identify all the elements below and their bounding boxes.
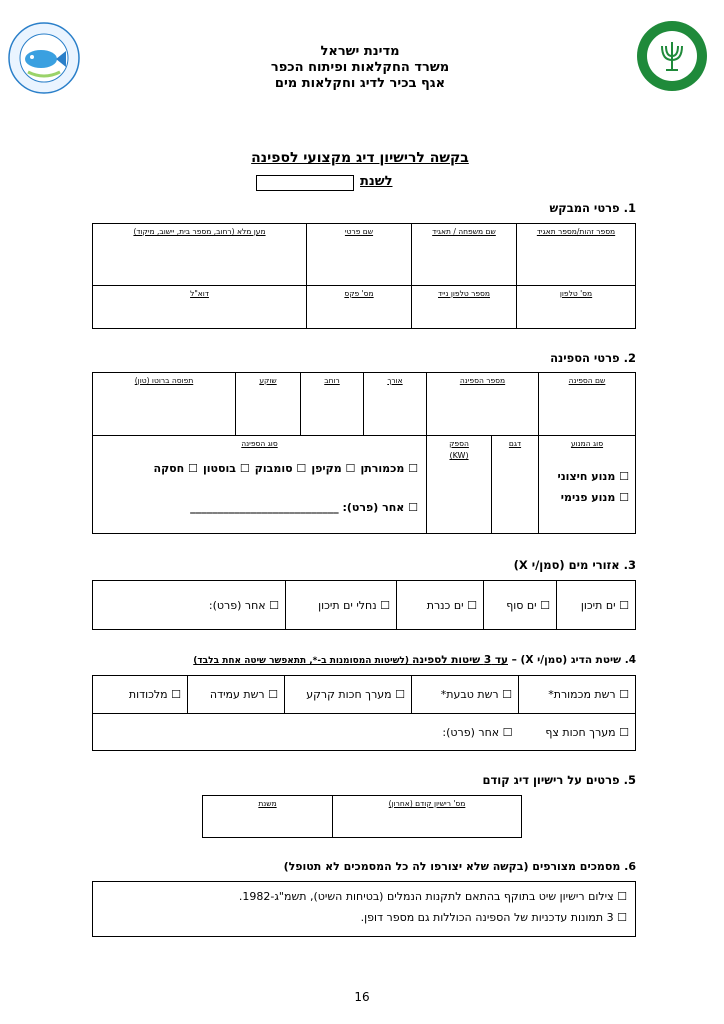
vessel-type-trawler[interactable]: ☐ מכמורתן — [360, 462, 418, 475]
length-cell[interactable]: אורך — [364, 373, 427, 436]
address-cell[interactable]: מען מלא (רחוב, מספר בית, יישוב, מיקוד) — [93, 224, 307, 286]
section4-heading-prefix: 4. שיטת הדיג (סמן/י X) – — [508, 654, 636, 666]
email-cell[interactable]: דוא"ל — [93, 286, 307, 329]
vessel-type-purse-seiner[interactable]: ☐ מקיפן — [311, 462, 356, 475]
doc-sailing-license[interactable]: ☐ צילום רישיון שיט בתוקף בהתאם לתקנות הנמלים (בטיחות השיט), תשמ"ג-1982. — [238, 890, 627, 903]
method-gillnet[interactable]: ☐ רשת עמידה — [188, 676, 285, 714]
fax-cell[interactable]: מס' פקס — [307, 286, 412, 329]
year-label: לשנת — [360, 174, 393, 189]
area-mediterranean[interactable]: ☐ ים תיכון — [557, 581, 636, 630]
mobile-cell[interactable]: מספר טלפון נייד — [412, 286, 517, 329]
header-line-2: משרד החקלאות ופיתוח הכפר — [270, 60, 450, 75]
phone-cell[interactable]: מס' טלפון — [517, 286, 636, 329]
draft-cell[interactable]: שוקע — [236, 373, 301, 436]
engine-option-external[interactable]: ☐ מנוע חיצוני — [557, 470, 629, 483]
fishing-methods-table — [92, 675, 636, 751]
section1-heading: 1. פרטי המבקש — [549, 201, 636, 215]
first-name-cell[interactable]: שם פרטי — [307, 224, 412, 286]
engine-option-internal[interactable]: ☐ מנוע פנימי — [560, 491, 629, 504]
water-areas-table — [92, 580, 636, 630]
attached-documents-box — [92, 881, 636, 937]
width-cell[interactable]: רוחב — [301, 373, 364, 436]
engine-type-cell: סוג המנוע ☐ מנוע חיצוני ☐ מנוע פנימי — [539, 436, 636, 534]
year-input[interactable] — [256, 175, 354, 191]
year-row — [256, 173, 416, 191]
section3-heading: 3. אזורי מים (סמן/י X) — [513, 558, 636, 572]
method-bottom-longline[interactable]: ☐ מערך חכות קרקע — [285, 676, 412, 714]
model-cell[interactable]: דגם — [492, 436, 539, 534]
method-purse-seine[interactable]: ☐ רשת טבעת* — [412, 676, 519, 714]
header-line-1: מדינת ישראל — [320, 44, 400, 59]
previous-license-year-cell[interactable]: משנת — [203, 796, 333, 838]
form-title: בקשה לרישיון דיג מקצועי לספינה — [251, 150, 469, 166]
header-line-3: אגף בכיר לדיג וחקלאות מים — [274, 76, 446, 91]
method-floating-longline[interactable]: ☐ מערך חכות צף — [519, 714, 636, 751]
section6-heading: 6. מסמכים מצורפים (בקשה שלא יצורפו לה כל המסמכים לא תטופל) — [283, 860, 636, 873]
previous-license-table — [202, 795, 522, 838]
vessel-type-boston[interactable]: ☐ בוסטון — [203, 462, 250, 475]
vessel-name-cell[interactable]: שם הספינה — [539, 373, 636, 436]
section2-heading: 2. פרטי הספינה — [550, 351, 636, 365]
power-cell[interactable]: הספק (KW) — [427, 436, 492, 534]
area-red-sea[interactable]: ☐ ים סוף — [484, 581, 557, 630]
area-kinneret[interactable]: ☐ ים כנרת — [397, 581, 484, 630]
section4-heading-note: (לשיטות המסומנות ב-*, תתאפשר שיטה אחת בלבד) — [193, 656, 413, 666]
applicant-table — [92, 223, 636, 329]
ministry-logo — [636, 20, 708, 92]
vessel-type-other[interactable]: ☐ אחר (פרט): ___________________________ — [190, 501, 418, 514]
area-other[interactable]: ☐ אחר (פרט): — [93, 581, 286, 630]
vessel-table — [92, 372, 636, 534]
vessel-number-cell[interactable]: מספר הספינה — [427, 373, 539, 436]
method-traps[interactable]: ☐ מלכודות — [93, 676, 188, 714]
menorah-emblem-icon — [636, 20, 708, 92]
previous-license-number-cell[interactable]: מס' רישיון קודם (אחרון) — [333, 796, 522, 838]
section5-heading: 5. פרטים על רישיון דיג קודם — [482, 773, 636, 787]
page-number: 16 — [354, 990, 370, 1004]
doc-vessel-photos[interactable]: ☐ 3 תמונות עדכניות של הספינה הכוללות גם מספר דופן. — [360, 911, 627, 924]
vessel-type-hasake[interactable]: ☐ חסקה — [153, 462, 198, 475]
method-trawl-net[interactable]: ☐ רשת מכמורת* — [519, 676, 636, 714]
last-name-cell[interactable]: שם משפחה / תאגיד — [412, 224, 517, 286]
section4-heading — [193, 654, 636, 666]
vessel-type-options — [93, 448, 426, 475]
fish-logo-icon — [8, 22, 80, 94]
vessel-type-sambuk[interactable]: ☐ סומבוק — [254, 462, 307, 475]
id-number-cell[interactable]: מספר זהות/מספר תאגיד — [517, 224, 636, 286]
section4-heading-limit: עד 3 שיטות לספינה — [412, 654, 508, 666]
vessel-type-cell: סוג הספינה ☐ מכמורתן ☐ מקיפן ☐ סומבוק ☐ בוסטון ☐ חסקה ☐ אחר (פרט): ___________________________ — [93, 436, 427, 534]
fisheries-logo — [8, 22, 80, 94]
method-other[interactable]: ☐ אחר (פרט): — [93, 714, 519, 751]
area-mediterranean-streams[interactable]: ☐ נחלי ים תיכון — [286, 581, 397, 630]
gross-tonnage-cell[interactable]: תפוסה ברוטו (טון) — [93, 373, 236, 436]
